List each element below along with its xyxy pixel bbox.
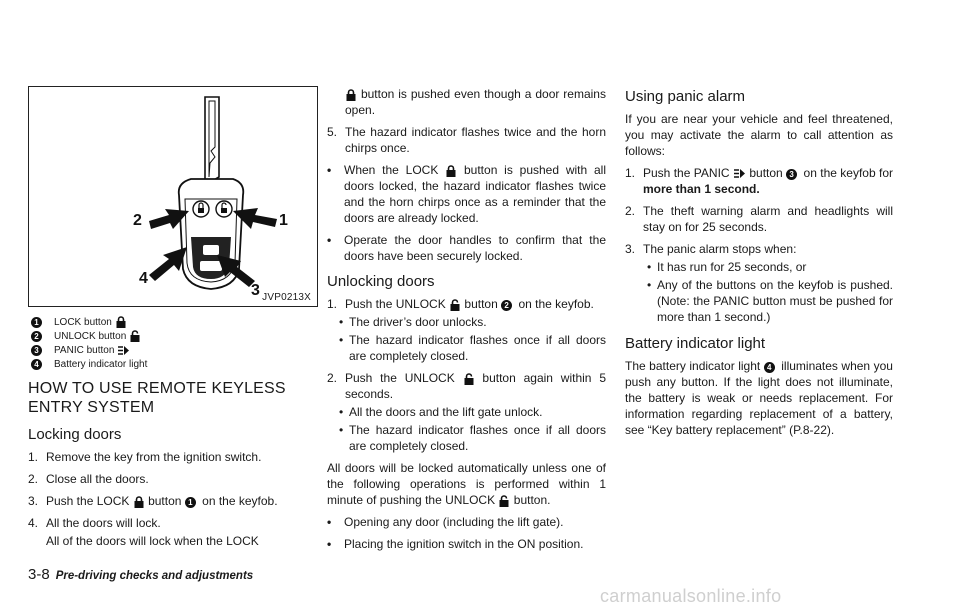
legend-item (28, 329, 318, 343)
footer-title: Pre-driving checks and adjustments (55, 570, 254, 582)
keyfob-illustration (29, 87, 319, 308)
number-4-icon: 4 (764, 362, 775, 373)
legend-label: PANIC button (54, 344, 115, 356)
unlock-icon (449, 299, 461, 311)
unlocking-doors-heading: Unlocking doors (327, 273, 435, 290)
sub-bullet: • It has run for 25 seconds, or (647, 260, 807, 274)
page-number: 3-8 (28, 566, 50, 583)
list-item: 1. Push the UNLOCK button 2 on the keyfob. (327, 297, 594, 311)
lock-icon (345, 89, 357, 101)
page-footer (28, 566, 253, 583)
number-1-icon: 1 (185, 497, 196, 508)
list-item: 4. All the doors will lock. (28, 516, 161, 530)
panic-alarm-heading: Using panic alarm (625, 88, 746, 105)
figure-legend (28, 315, 318, 371)
legend-item (28, 315, 318, 329)
battery-indicator-heading: Battery indicator light (625, 335, 766, 352)
list-item: 2. Close all the doors. (28, 472, 149, 486)
legend-label: Battery indicator light (54, 358, 148, 370)
list-item: 1. Push the PANIC button 3 on the keyfob for more than 1 second. (625, 166, 894, 196)
sub-bullet: • The hazard indicator flashes once if all doors are completely closed. (339, 333, 606, 363)
list-item: • Operate the door handles to confirm that the doors have been securely locked. (327, 233, 606, 263)
unlock-icon (463, 373, 475, 385)
list-item: 2. The theft warning alarm and headlights will stay on for 25 seconds. (625, 204, 893, 234)
list-item: 1. Remove the key from the ignition switch. (28, 450, 262, 464)
number-2-icon: 2 (501, 300, 512, 311)
legend-item (28, 343, 318, 357)
sub-bullet: • Any of the buttons on the keyfob is pushed. (Note: the PANIC button must be pushed for more than 1 second.) (647, 278, 893, 324)
unlock-icon (129, 330, 141, 342)
number-4-icon: 4 (31, 359, 42, 370)
list-item: • Placing the ignition switch in the ON position. (327, 537, 584, 551)
list-item: 2. Push the UNLOCK button again within 5 seconds. (327, 371, 606, 401)
callout-3: 3 (251, 282, 260, 299)
panic-icon (117, 345, 130, 356)
right-column (625, 86, 893, 438)
keyfob-figure (28, 86, 318, 307)
legend-item (28, 357, 318, 371)
list-item: • When the LOCK button is pushed with all doors locked, the hazard indicator flashes twice and the horn chirps once as a reminder that the doors are already locked. (327, 163, 607, 225)
callout-2: 2 (133, 212, 142, 229)
paragraph: button is pushed even though a door remains open. (345, 87, 606, 117)
number-2-icon: 2 (31, 331, 42, 342)
panic-icon (733, 168, 746, 179)
number-1-icon: 1 (31, 317, 42, 328)
callout-4: 4 (139, 270, 148, 287)
paragraph: All of the doors will lock when the LOCK (46, 534, 259, 548)
legend-label: UNLOCK button (54, 330, 127, 342)
list-item: • Opening any door (including the lift gate). (327, 515, 564, 529)
sub-bullet: • The hazard indicator flashes once if all doors are completely closed. (339, 423, 606, 453)
left-column (28, 86, 318, 549)
lock-icon (133, 496, 145, 508)
legend-label: LOCK button (54, 316, 112, 328)
list-item: 3. The panic alarm stops when: (625, 242, 797, 256)
sub-bullet: • All the doors and the lift gate unlock. (339, 405, 543, 419)
section-title: HOW TO USE REMOTE KEYLESS ENTRY SYSTEM (28, 380, 286, 416)
watermark: carmanualsonline.info (600, 586, 782, 606)
lock-icon (445, 165, 457, 177)
lock-icon (115, 316, 127, 328)
unlock-icon (498, 495, 510, 507)
figure-id: JVP0213X (262, 292, 311, 303)
paragraph: The battery indicator light 4 illuminates when you push any button. If the light does not illuminate, the battery is weak or needs replacement. For information regarding replacement of a battery, see “Key battery replacement” (P.8-22). (625, 359, 893, 437)
locking-doors-heading: Locking doors (28, 426, 122, 443)
paragraph: If you are near your vehicle and feel threatened, you may activate the alarm to call attention as follows: (625, 112, 893, 158)
list-item: 5. The hazard indicator flashes twice and the horn chirps once. (327, 125, 606, 155)
paragraph: All doors will be locked automatically unless one of the following operations is performed within 1 minute of pushing the UNLOCK button. (327, 461, 606, 507)
callout-1: 1 (279, 212, 288, 229)
number-3-icon: 3 (786, 169, 797, 180)
number-3-icon: 3 (31, 345, 42, 356)
sub-bullet: • The driver’s door unlocks. (339, 315, 487, 329)
list-item: 3. Push the LOCK button 1 on the keyfob. (28, 494, 278, 508)
middle-column (327, 86, 606, 558)
